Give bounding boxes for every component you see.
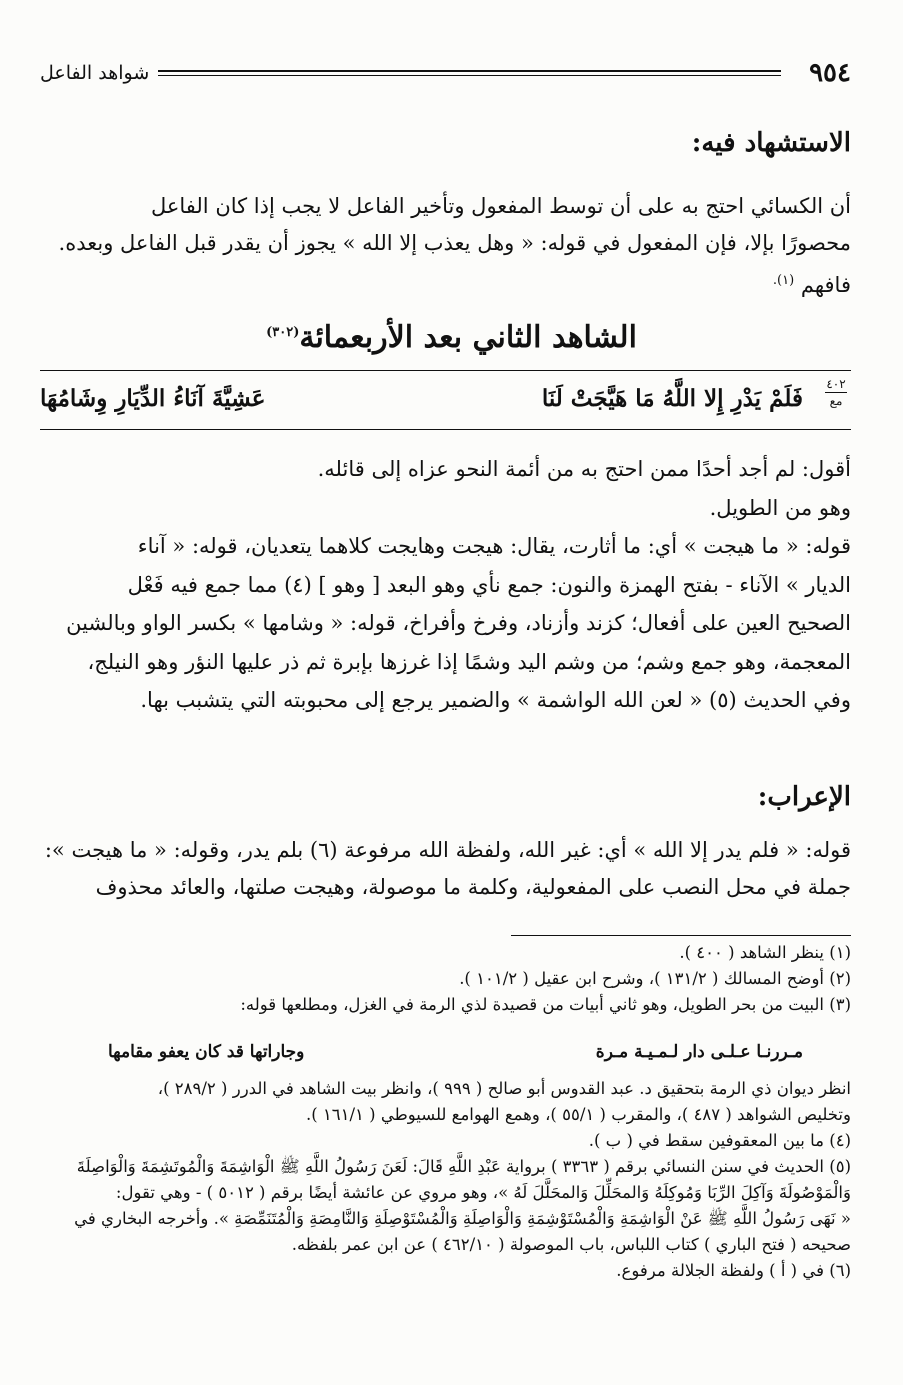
footnotes <box>42 940 851 1018</box>
footnote-verse-second: وجاراتها قد كان يعفو مقامها <box>108 1042 305 1062</box>
footnote-3-cont: انظر ديوان ذي الرمة بتحقيق د. عبد القدوس أبو صالح ( ٩٩٩ )، وانظر بيت الشاهد في الدرر ( ٢٨٩/٢ )، <box>157 1079 851 1098</box>
footnote-5: (٥) الحديث في سنن النسائي برقم ( ٣٣٦٣ ) برواية عَبْدِ اللَّهِ قَالَ: لَعَنَ رَسُولُ اللَّهِ ﷺ الْوَاشِمَةَ وَالْمُوتَشِمَةَ وَالْوَاصِلَةَ <box>76 1157 851 1176</box>
footnote-6: (٦) في ( أ ) ولفظة الجلالة مرفوع. <box>616 1261 851 1280</box>
text-line: قوله: « فلم يدر إلا الله » أي: غير الله، ولفظة الله مرفوعة (٦) بلم يدر، وقوله: « ما هيجت »: <box>44 838 851 862</box>
footnote-3-cont: وتخليص الشواهد ( ٤٨٧ )، والمقرب ( ٥٥/١ )، وهمع الهوامع للسيوطي ( ١٦١/١ ). <box>305 1105 851 1124</box>
header-rule <box>158 70 781 76</box>
text-line: أقول: لم أجد أحدًا ممن احتج به من أئمة النحو عزاه إلى قائله. <box>317 457 851 481</box>
running-header <box>40 56 851 90</box>
text-line: الديار » الآناء - بفتح الهمزة والنون: جمع نأي وهو البعد [ وهو ] (٤) مما جمع فيه فَعْل <box>127 572 851 597</box>
footnote-ref: (١). <box>772 273 795 288</box>
paragraph-istishhad <box>42 188 851 304</box>
page-number: ٩٥٤ <box>809 58 851 88</box>
verse-box <box>40 370 851 430</box>
text-line: الصحيح العين على أفعال؛ كزند وأزناد، وفرخ وأفراخ، قوله: « وشامها » بكسر الواو وبالشين <box>66 611 851 635</box>
paragraph-irab <box>42 832 851 906</box>
commentary <box>42 450 851 720</box>
hemistich-first: فَلَمْ يَدْرِ إِلا اللَّهُ مَا هَيَّجَتْ لَنَا <box>541 385 803 412</box>
text-line: وهو من الطويل. <box>709 495 851 520</box>
text-line: المعجمة، وهو جمع وشم؛ من وشم اليد وشمًا إذا غرزها بإبرة ثم ذر عليها النؤر وهو النيلج، <box>87 649 851 674</box>
footnote-separator <box>511 935 851 936</box>
text-line: قوله: « ما هيجت » أي: ما أثارت، يقال: هيجت وهايجت كلاهما يتعديان، قوله: « آناء <box>137 534 851 558</box>
footnote-5-cont: صحيحه ( فتح الباري ) كتاب اللباس، باب الموصولة ( ٤٦٢/١٠ ) عن ابن عمر بلفظه. <box>291 1235 851 1254</box>
footnote-4: (٤) ما بين المعقوفين سقط في ( ب ). <box>588 1131 851 1150</box>
footnote-3: (٣) البيت من بحر الطويل، وهو ثاني أبيات من قصيدة لذي الرمة في الغزل، ومطلعها قوله: <box>240 995 851 1014</box>
text-line: فافهم $^{(١).}$ <box>772 273 851 297</box>
witness-title: الشاهد الثاني بعد الأربعمائة$^{(٣٠٢)}$ <box>266 320 637 355</box>
footnote-verse-first: مـررنـا عـلـى دار لـمـيـة مـرة <box>595 1042 803 1062</box>
footnote-5-cont: وَالْمَوْصُولَةَ وَآكِلَ الرِّبَا وَمُوكِلَهُ وَالمحَلِّلَ وَالمحَلَّلَ لَهُ »، وهو مروي عن عائشة أيضًا برقم ( ٥٠١٢ ) - وهي تقول: <box>115 1183 851 1202</box>
text-line: جملة في محل النصب على المفعولية، وكلمة ما موصولة، وهيجت صلتها، والعائد محذوف <box>95 875 851 899</box>
text-line: أن الكسائي احتج به على أن توسط المفعول وتأخير الفاعل لا يجب إذا كان الفاعل <box>150 194 851 218</box>
section-heading-istishhad: الاستشهاد فيه: <box>691 128 851 158</box>
text-line: محصورًا بإلا، فإن المفعول في قوله: « وهل يعذب إلا الله » يجوز أن يقدر قبل الفاعل وبعده. <box>58 231 851 255</box>
footnote-1: (١) ينظر الشاهد ( ٤٠٠ ). <box>679 943 851 962</box>
footnote-ref: (٣٠٢) <box>266 325 300 340</box>
running-title: شواهد الفاعل <box>40 62 150 84</box>
text-line: وفي الحديث (٥) « لعن الله الواشمة » والضمير يرجع إلى محبوبته التي يتشبب بها. <box>140 688 851 712</box>
section-heading-irab: الإعراب: <box>757 782 851 812</box>
witness-number: ٤٠٢ مع <box>826 377 846 408</box>
footnotes-cont <box>42 1076 851 1284</box>
footnote-5-cont: « نَهَى رَسُولُ اللَّهِ ﷺ عَنْ الْوَاشِمَةِ وَالْمُسْتَوْشِمَةِ وَالْوَاصِلَةِ وَالْمُسْتَوْصِلَةِ وَالنَّامِصَةِ وَالْمُتَنَمِّصَةِ ». وأخرجه البخاري في <box>74 1209 851 1228</box>
hemistich-second: عَشِيَّةَ آنَاءُ الدِّيَارِ وِشَامُهَا <box>40 385 266 412</box>
footnote-2: (٢) أوضح المسالك ( ١٣١/٢ )، وشرح ابن عقيل ( ١٠١/٢ ). <box>459 969 851 988</box>
